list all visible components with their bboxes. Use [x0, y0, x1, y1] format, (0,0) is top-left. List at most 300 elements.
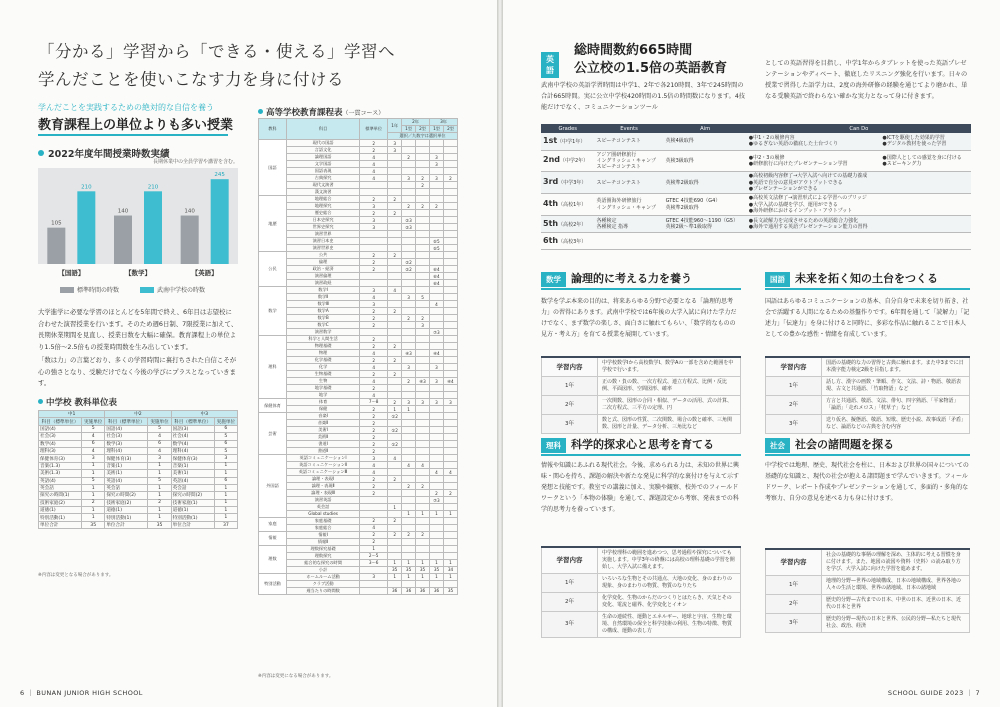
- hs-cell: [430, 441, 444, 448]
- hs-cell: [443, 531, 457, 538]
- hs-cell: 化学基礎: [286, 357, 359, 364]
- headline-line-1: 「分かる」学習から「できる・使える」学習へ: [38, 42, 395, 61]
- hs-row: [259, 224, 458, 231]
- hs-category: 国語: [259, 140, 287, 196]
- hs-cell: [360, 280, 388, 287]
- hs-cell: [416, 252, 430, 259]
- hs-cell: [388, 462, 402, 469]
- hs-cell: [443, 504, 457, 511]
- hs-cell: [430, 196, 444, 203]
- hs-cell: 家庭基礎: [286, 517, 359, 524]
- hs-cell: [430, 413, 444, 420]
- hs-cell: [402, 196, 416, 203]
- hs-cell: [388, 580, 402, 587]
- hs-cell: ⑤5: [430, 238, 444, 245]
- jh-subject: 探究の時間(1): [39, 492, 82, 499]
- hs-cell: [388, 490, 402, 497]
- hs-cell: [402, 252, 416, 259]
- jh-subject: 数学(4): [39, 440, 82, 447]
- hs-cell: 1: [388, 573, 402, 580]
- hs-cell: [416, 161, 430, 168]
- science-intro: 中学校理科の範囲を進めつつ、思考過程や探究についても実施します。中学3年の終盤には高校の理科基礎の学習を開始し、大学入試に備えます。: [598, 547, 741, 574]
- hs-cell: [443, 301, 457, 308]
- science-tag: 理科: [541, 438, 566, 453]
- hs-cell: [402, 385, 416, 392]
- grades-header: Grades: [541, 124, 594, 133]
- hs-cell: [402, 580, 416, 587]
- jh-subject: 探究の時間(2): [105, 492, 148, 499]
- hs-cell: 音楽Ⅰ: [286, 413, 359, 420]
- jh-units: 1: [214, 492, 237, 499]
- hs-cell: [388, 434, 402, 441]
- hs-cell: [402, 524, 416, 531]
- hs-cell: [360, 497, 388, 504]
- japanese-content-label: 学習内容: [766, 357, 822, 377]
- data-label-bunan-2: 245: [214, 172, 225, 179]
- grade-events: スピーチコンテスト: [594, 133, 663, 150]
- data-label-standard-0: 105: [51, 220, 62, 227]
- hs-cell: 2: [360, 140, 388, 147]
- footer-left: 6 ｜ BUNAN JUNIOR HIGH SCHOOL: [20, 689, 143, 697]
- hs-cell: [443, 336, 457, 343]
- hs-cell: 2: [360, 385, 388, 392]
- jh-units-table: [38, 410, 238, 529]
- hs-cell: 論理・表現Ⅰ: [286, 476, 359, 483]
- hs-cell: [388, 189, 402, 196]
- hs-cell: 理数探究基礎: [286, 545, 359, 552]
- hs-cell: 2: [360, 448, 388, 455]
- hs-cell: [430, 168, 444, 175]
- hs-cell: [416, 490, 430, 497]
- math-row: [542, 396, 741, 415]
- hs-cell: 化学: [286, 364, 359, 371]
- hs-cell: [402, 343, 416, 350]
- hs-cell: 2: [360, 413, 388, 420]
- hs-cell: [416, 273, 430, 280]
- bar-standard-1: [114, 216, 132, 264]
- grade-label: 4th（高校1年）: [541, 194, 594, 216]
- hs-cell: [402, 301, 416, 308]
- hs-cell: [443, 538, 457, 545]
- science-title: [541, 436, 714, 453]
- hs-category: 数学: [259, 287, 287, 336]
- hs-cell: 1: [443, 573, 457, 580]
- hs-cell: [430, 336, 444, 343]
- hs-row: [259, 287, 458, 294]
- english-grades-table: [541, 124, 971, 250]
- hs-row: [259, 392, 458, 399]
- hs-cell: [430, 322, 444, 329]
- hs-cell: 英語コミュニケーションⅡ: [286, 462, 359, 469]
- hs-cell: [443, 357, 457, 364]
- hs-cell: [402, 273, 416, 280]
- hs-cell: 数学Ⅲ: [286, 301, 359, 308]
- hs-cell: [430, 252, 444, 259]
- hs-cell: [402, 371, 416, 378]
- hs-cell: [443, 238, 457, 245]
- hs-category: 理科: [259, 336, 287, 399]
- grade-events: スピーチコンテスト: [594, 172, 663, 194]
- hs-cell: [443, 266, 457, 273]
- hs-cell: [388, 224, 402, 231]
- jh-units: 5: [82, 477, 105, 484]
- jh-total: 37: [214, 521, 237, 528]
- hs-cell: [388, 203, 402, 210]
- jh-units: 6: [82, 440, 105, 447]
- hs-cell: [388, 336, 402, 343]
- hs-cell: 4: [360, 469, 388, 476]
- hs-row: [259, 587, 458, 594]
- hs-cell: [416, 357, 430, 364]
- jh-grade-header: 中2: [105, 411, 171, 418]
- hs-cell: 2: [416, 315, 430, 322]
- grade-cando1: [747, 233, 881, 250]
- math-topics: 一次関数、図形の合同・相似、データの活用、式の計算、二次方程式、三平方の定理、円: [598, 396, 741, 415]
- hs-row: [259, 168, 458, 175]
- jh-units: 2: [82, 499, 105, 506]
- hs-cell: [430, 524, 444, 531]
- hs-type2-g3: 2型: [443, 126, 457, 133]
- hs-cell: 現代文演習: [286, 182, 359, 189]
- hs-cell: 2: [402, 531, 416, 538]
- hs-row: [259, 147, 458, 154]
- jh-subject: 美術(1.3): [39, 470, 82, 477]
- hs-cell: 書道Ⅰ: [286, 441, 359, 448]
- hs-cell: 倫理: [286, 259, 359, 266]
- hs-cell: 2: [443, 175, 457, 182]
- hs-cell: ⑤5: [430, 245, 444, 252]
- hs-cell: 地学基礎: [286, 385, 359, 392]
- hs-cell: [402, 448, 416, 455]
- hs-cell: [416, 434, 430, 441]
- jh-subject: 英会話: [39, 484, 82, 491]
- hs-cell: [416, 196, 430, 203]
- jh-units: 3: [214, 455, 237, 462]
- category-label-2: 【英語】: [191, 269, 218, 277]
- hs-cell: [416, 420, 430, 427]
- japanese-topics: 送り仮名、擬態語、敬語、短歌、歴史小説、故事成語「矛盾」など、論語などの古典を含む内容: [822, 415, 970, 434]
- jh-units: 5: [214, 433, 237, 440]
- grade-cando1: ●中2・3の履修 ●研修旅行に向けたプレゼンテーション学習: [747, 150, 881, 172]
- hs-cell: [443, 329, 457, 336]
- hs-row: [259, 538, 458, 545]
- hs-cell: ④4: [430, 350, 444, 357]
- hs-cell: [430, 343, 444, 350]
- hs-row: [259, 315, 458, 322]
- hs-cell: 英語コミュニケーションⅠ: [286, 455, 359, 462]
- hs-cell: ①2: [388, 441, 402, 448]
- hs-cell: 2: [360, 538, 388, 545]
- grade-aim: 英検4級取得: [664, 133, 747, 150]
- hs-cell: [402, 357, 416, 364]
- hs-grade1: 1年: [388, 119, 402, 133]
- hs-cell: 地理探究: [286, 203, 359, 210]
- hs-cell: 英会話: [286, 504, 359, 511]
- hs-cell: [430, 385, 444, 392]
- math-topics: 正の数・負の数、一次方程式、連立方程式、比例・反比例、平面図形、空間図形、確率: [598, 377, 741, 396]
- hs-type2: 2型: [416, 126, 430, 133]
- jh-col-units: 実施単位: [214, 418, 237, 425]
- jh-subject: 理科(4): [171, 447, 214, 454]
- hs-cell: ①2: [388, 427, 402, 434]
- science-year: 1年: [542, 574, 598, 593]
- hs-cell: [430, 427, 444, 434]
- hs-cell: [430, 315, 444, 322]
- hs-cell: [402, 490, 416, 497]
- hs-cell: [443, 545, 457, 552]
- hs-cell: 2: [360, 322, 388, 329]
- chart-legend-2: [140, 285, 205, 296]
- hs-cell: [402, 476, 416, 483]
- social-topics: 歴史的分野—古代までの日本、中世の日本、近世の日本、近代の日本と世界: [822, 595, 970, 614]
- hs-cell: [443, 287, 457, 294]
- hs-cell: 2: [360, 266, 388, 273]
- hs-cell: [402, 210, 416, 217]
- japanese-year: 1年: [766, 377, 822, 396]
- jh-units: 6: [214, 440, 237, 447]
- jh-units: 5: [148, 425, 171, 432]
- hs-cell: [430, 531, 444, 538]
- hs-cell: 数学B: [286, 315, 359, 322]
- hs-cell: 3: [388, 147, 402, 154]
- jh-total-label: 単位合計: [39, 521, 82, 528]
- hs-cell: 2: [430, 490, 444, 497]
- hs-row: [259, 294, 458, 301]
- english-title-line-2: 公立校の1.5倍の英語教育: [574, 61, 728, 76]
- hs-cell: [443, 217, 457, 224]
- hs-cell: 2: [360, 196, 388, 203]
- hs-cell: 4: [388, 455, 402, 462]
- hs-cell: 数学C: [286, 322, 359, 329]
- hs-cell: [430, 517, 444, 524]
- hs-cell: 3: [360, 224, 388, 231]
- bar-bunan-0: [77, 191, 95, 264]
- hs-cell: 3: [430, 378, 444, 385]
- social-content-label: 学習内容: [766, 549, 822, 576]
- hs-cell: 演習日本史: [286, 238, 359, 245]
- social-topics: 歴史的分野—現代の日本と世界、公民的分野—私たちと現代社会、政治、経済: [822, 614, 970, 633]
- hs-cell: [443, 343, 457, 350]
- jh-units: 5: [82, 425, 105, 432]
- hs-cell: 音楽Ⅱ: [286, 420, 359, 427]
- hs-cell: 2: [388, 476, 402, 483]
- hs-cell: [416, 552, 430, 559]
- jh-units: 1: [82, 514, 105, 521]
- hs-type1: 1型: [402, 126, 416, 133]
- science-text: 情報や知識にあふれる現代社会。今後、求められる力は、未知の世界に興味・関心を持ち、課題の解決や新たな発見に科学的な裏付けを与えて示す発想と技能です。教室での講義に加え、実験や観察、校外でのフィールドワークという「本物の体験」を通して、課題設定から考察、発表までの科学的思考力を養っています。: [541, 462, 740, 513]
- bar-bunan-1: [144, 191, 162, 264]
- hs-cell: 2: [360, 252, 388, 259]
- hs-cell: [416, 217, 430, 224]
- hs-cell: [430, 371, 444, 378]
- grade-row: [541, 194, 971, 216]
- hs-cell: 2: [360, 357, 388, 364]
- hs-cell: [443, 147, 457, 154]
- jh-subject: 特別活動(1): [171, 514, 214, 521]
- hs-cell: [388, 385, 402, 392]
- hs-cell: 4: [360, 392, 388, 399]
- hs-cell: [416, 266, 430, 273]
- hs-cell: ⑥4: [430, 266, 444, 273]
- social-row: [766, 614, 970, 633]
- hs-cell: 3: [402, 175, 416, 182]
- jh-total-row: [39, 521, 238, 528]
- hs-cell: [416, 280, 430, 287]
- hs-cell: 日本史探究: [286, 217, 359, 224]
- hs-cell: [360, 245, 388, 252]
- hs-cell: 1: [430, 573, 444, 580]
- hs-elective-note: 選択／九数字は選択単位: [388, 133, 458, 140]
- hs-cell: ②2: [402, 259, 416, 266]
- jh-subject: 理科(4): [105, 447, 148, 454]
- hs-row: [259, 301, 458, 308]
- hs-cell: [443, 441, 457, 448]
- hs-cell: [416, 224, 430, 231]
- hs-grade2: 2年: [402, 119, 430, 126]
- hs-row: [259, 545, 458, 552]
- hs-category: 保健体育: [259, 399, 287, 413]
- jh-grade-header: 中3: [171, 411, 237, 418]
- math-underline: [541, 288, 741, 290]
- hs-cell: [388, 392, 402, 399]
- hs-cell: 英語コミュニケーションⅢ: [286, 469, 359, 476]
- math-row: [542, 415, 741, 434]
- jh-row: [39, 470, 238, 477]
- hs-cell: 4: [360, 161, 388, 168]
- jh-subject: 社会(3): [39, 433, 82, 440]
- hs-cell: [416, 350, 430, 357]
- hs-cell: [360, 511, 388, 518]
- hs-cell: [430, 455, 444, 462]
- jh-row: [39, 447, 238, 454]
- hs-cell: [416, 476, 430, 483]
- hs-cell: [443, 497, 457, 504]
- hs-cell: [402, 245, 416, 252]
- social-topics: 地理的分野—世界の地域構成、日本の地域構成、世界各地の人々の生活と環境、世界の諸地域、日本の諸地域: [822, 576, 970, 595]
- hs-cell: 2: [360, 427, 388, 434]
- hs-table-title: [258, 106, 384, 118]
- hs-category: 理数: [259, 545, 287, 573]
- hs-cell: 1: [402, 511, 416, 518]
- hs-cell: 4: [360, 350, 388, 357]
- hs-cell: [388, 483, 402, 490]
- data-label-bunan-1: 210: [147, 184, 159, 191]
- hs-cell: 2: [388, 210, 402, 217]
- hs-cell: 3: [430, 364, 444, 371]
- social-title-text: 社会の諸問題を探る: [795, 438, 894, 451]
- hs-cell: 科学と人間生活: [286, 336, 359, 343]
- hs-category: 地歴: [259, 196, 287, 252]
- grade-row: [541, 233, 971, 250]
- hs-cell: [402, 441, 416, 448]
- grade-aim: 英検3級取得: [664, 150, 747, 172]
- japanese-topics: 方言と共通語、敬語、文法、俳句、四字熟語、「平家物語」「論語」「走れメロス」「枕草子」など: [822, 396, 970, 415]
- jh-row: [39, 425, 238, 432]
- paragraph-1: 大学進学に必要な学習のほとんどを5年間で終え、6年目は志望校に合わせた演習授業を行います。そのため週6日制、7限授業に加えて、長期休業期間を見直し、授業日数を大幅に確保。教育課程上の単位より1.5倍〜2.5倍もの授業時間数を生み出しています。: [38, 308, 238, 351]
- hs-cell: 4: [443, 469, 457, 476]
- jh-subject: 英語(4): [105, 477, 148, 484]
- jh-col-subject: 科目（標準単位）: [39, 418, 82, 425]
- jh-units: 4: [82, 433, 105, 440]
- category-label-0: 【国語】: [58, 269, 85, 277]
- jh-row: [39, 440, 238, 447]
- hs-cell: [388, 420, 402, 427]
- jh-subject: 保健体育(3): [171, 455, 214, 462]
- grade-cando2: [880, 194, 971, 216]
- chart-title: 2022年度年間授業時数実績: [38, 146, 169, 160]
- hs-cell: 2: [416, 483, 430, 490]
- science-topics: 生命の連続性、運動とエネルギー、地球と宇宙、生物と環境、自然環境の保全と科学技術の利用、生物の特徴、物質の構成、運動の表し方: [598, 612, 741, 638]
- hs-cell: 2: [360, 434, 388, 441]
- hs-row: [259, 406, 458, 413]
- hs-cell: [388, 315, 402, 322]
- hs-cell: [402, 147, 416, 154]
- hs-cell: [443, 252, 457, 259]
- hs-cell: [443, 371, 457, 378]
- category-label-1: 【数学】: [125, 269, 151, 277]
- hs-cell: [416, 406, 430, 413]
- hs-cell: [388, 497, 402, 504]
- grades-header: Can Do: [747, 124, 971, 133]
- jh-row: [39, 514, 238, 521]
- page-headline: [38, 38, 395, 94]
- hs-cell: [402, 427, 416, 434]
- hs-cell: [443, 154, 457, 161]
- hs-cell: 演習英語: [286, 497, 359, 504]
- hs-cell: [443, 552, 457, 559]
- hs-cell: [402, 455, 416, 462]
- hs-cell: [416, 301, 430, 308]
- hs-cell: [416, 210, 430, 217]
- legend-swatch-bunan: [140, 287, 154, 293]
- jh-col-units: 実施単位: [82, 418, 105, 425]
- paragraph-2: 「数は力」の言葉どおり、多くの学習時間に裏打ちされた自信こそが心の強さとなり、受験だけでなく今後の学びにプラスとなっていきます。: [38, 356, 237, 387]
- left-page: [0, 0, 497, 707]
- hs-cell: 2: [388, 252, 402, 259]
- hs-cell: 美術Ⅱ: [286, 434, 359, 441]
- hs-title-text: 高等学校教育課程表: [266, 108, 343, 118]
- science-row: [542, 612, 741, 638]
- hs-cell: [430, 483, 444, 490]
- hs-row: [259, 329, 458, 336]
- science-content-box: [541, 546, 741, 638]
- hs-cell: [416, 287, 430, 294]
- headline-line-2: 学んだことを使いこなす力を身に付ける: [38, 70, 344, 89]
- social-row: [766, 595, 970, 614]
- hs-cell: 3: [360, 455, 388, 462]
- japanese-row: [766, 396, 970, 415]
- hs-cell: [430, 434, 444, 441]
- jh-row: [39, 477, 238, 484]
- grade-cando2: ●国際人としての感覚を身に付ける ●スピーキング力: [880, 150, 971, 172]
- grade-aim: GTEC 4技能690（G4） 英検準2級取得: [664, 194, 747, 216]
- hs-cell: [443, 245, 457, 252]
- hs-cell: [443, 427, 457, 434]
- hs-cell: [430, 259, 444, 266]
- hs-col-subject: 科目: [286, 119, 359, 140]
- hs-cell: [388, 217, 402, 224]
- hs-cell: [443, 210, 457, 217]
- hs-row: [259, 322, 458, 329]
- hs-cell: [402, 504, 416, 511]
- hs-cell: [443, 224, 457, 231]
- hs-cell: 3: [388, 140, 402, 147]
- hs-row: [259, 175, 458, 182]
- grade-label: 5th（高校2年）: [541, 216, 594, 233]
- hs-cell: [443, 308, 457, 315]
- hs-cell: 2: [402, 483, 416, 490]
- hs-cell: 35: [416, 566, 430, 573]
